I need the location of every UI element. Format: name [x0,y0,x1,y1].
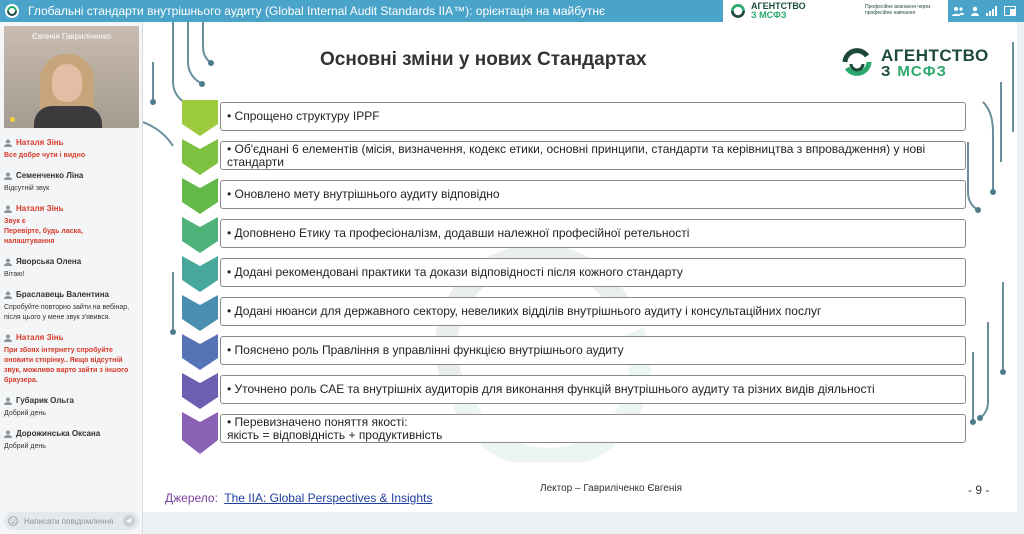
user-icon[interactable] [970,6,980,16]
mic-indicator [10,117,15,122]
chat-message [4,138,139,161]
user-avatar-icon [4,139,12,147]
list-item [178,258,978,289]
chevron-marker [178,215,222,255]
user-avatar-icon [4,430,12,438]
list-item [178,102,978,133]
list-item [178,336,978,367]
chat-message [4,290,139,323]
chat-author: Губарик Ольга [16,396,74,405]
user-avatar-icon [4,258,12,266]
list-item [178,180,978,211]
emoji-icon[interactable] [8,516,18,526]
logo-line2 [881,63,947,80]
chat-message [4,257,139,280]
participants-icon[interactable] [952,6,964,16]
user-avatar-icon [4,397,12,405]
chevron-marker [178,410,222,456]
app-logo-icon [4,3,20,19]
window-titlebar [0,0,1024,22]
chat-author: Браславець Валентина [16,290,109,299]
chevron-marker [178,254,222,294]
chevron-marker [178,137,222,177]
list-item-text: • Додані нюанси для державного сектору, невеликих відділів внутрішнього аудиту і консультаційних послуг [220,297,966,326]
chat-author: Яворська Олена [16,257,82,266]
brand-slogan: Професійне визнання через професійне навчання [865,4,931,16]
presentation-slide [143,22,1017,512]
chat-text: Добрий день [4,410,46,417]
chat-message [4,333,139,386]
user-avatar-icon [4,291,12,299]
brand-name-line1: АГЕНТСТВО [751,1,806,11]
speaker-video[interactable] [4,26,139,128]
chat-author: Наталя Зінь [16,333,64,342]
list-item-text: • Спрощено структуру IPPF [220,102,966,131]
source-label: Джерело: [165,491,218,505]
chevron-marker [178,98,222,138]
list-item-text: • Доповнено Етику та професіоналізм, додавши належної професійної ретельності [220,219,966,248]
logo-line1: АГЕНТСТВО [881,46,989,65]
layout-icon[interactable] [1004,6,1016,16]
list-item-text: • Уточнено роль САЕ та внутрішніх аудиторів для виконання функцій внутрішнього аудиту та різних видів діяльності [220,375,966,404]
lecturer-name: Лектор – Гавриліченко Євгенія [540,483,683,494]
list-item-text: • Оновлено мету внутрішнього аудиту відповідно [220,180,966,209]
logo-line2-text: МСФЗ [897,63,947,80]
side-panel [0,22,143,534]
chat-author: Дорожинська Оксана [16,429,101,438]
signal-icon [986,6,998,16]
chevron-marker [178,371,222,411]
source-link[interactable]: The IIA: Global Perspectives & Insights [224,491,433,505]
chat-message [4,171,139,194]
chevron-marker [178,293,222,333]
chat-text: При збоях інтернету спробуйте оновити сторінку.. Якщо відсутній звук, можливо варто зайти з іншого браузера. [4,347,129,384]
list-item [178,219,978,250]
chat-author: Наталя Зінь [16,138,64,147]
right-edge [1017,22,1024,534]
user-avatar-icon [4,205,12,213]
list-item [178,297,978,328]
bottom-strip [143,512,1017,534]
chat-text: Відсутній звук [4,185,50,192]
list-item-text: • Об'єднані 6 елементів (місія, визначення, кодекс етики, основні принципи, стандарти та керівництва з впровадження) у нові стандарти [220,141,966,170]
status-area [931,0,1016,22]
chat-author: Семенченко Ліна [16,171,84,180]
logo-line2-num: З [881,63,892,80]
chat-message [4,204,139,247]
list-item-text: • Пояснено роль Правління в управлінні функцією внутрішнього аудиту [220,336,966,365]
user-avatar-icon [4,172,12,180]
list-item [178,414,978,445]
list-item-text: • Перевизначено поняття якості: якість = відповідність + продуктивність [220,414,966,443]
chat-text: Все добре чути і видно [4,152,86,159]
brand-banner [723,0,948,22]
chat-input-placeholder: Написати повідомлення [24,516,114,526]
chat-text: Спробуйте повторно зайти на вебінар, після цього у мене звук з'явився. [4,304,130,321]
slide-title: Основні зміни у нових Стандартах [320,49,647,70]
chat-message [4,429,139,452]
send-icon[interactable] [123,515,135,527]
viewer-count: 103 [930,6,946,16]
user-avatar-icon [4,334,12,342]
chat-message [4,396,139,419]
chat-list[interactable] [4,138,139,508]
chat-text: Добрий день [4,443,46,450]
page-number: - 9 - [968,483,990,497]
chat-text: Вітаю! [4,271,25,278]
brand-logo-icon [729,2,747,20]
list-item [178,375,978,406]
chevron-marker [178,332,222,372]
speaker-name: Євгенія Гавриліченко [32,32,111,41]
chat-input[interactable] [4,512,139,530]
chat-text: Звук є Перевірте, будь ласка, налаштування [4,218,83,245]
agency-logo-icon [837,42,877,82]
brand-name-line2: З МСФЗ [751,10,787,20]
source-line [165,491,432,505]
agency-logo [837,42,997,84]
list-item-text: • Додані рекомендовані практики та докази відповідності після кожного стандарту [220,258,966,287]
list-item [178,141,978,172]
chevron-marker [178,176,222,216]
webinar-title: Глобальні стандарти внутрішнього аудиту (Global Internal Audit Standards IIA™): орієнтація на майбутнє [28,4,606,18]
chat-author: Наталя Зінь [16,204,64,213]
